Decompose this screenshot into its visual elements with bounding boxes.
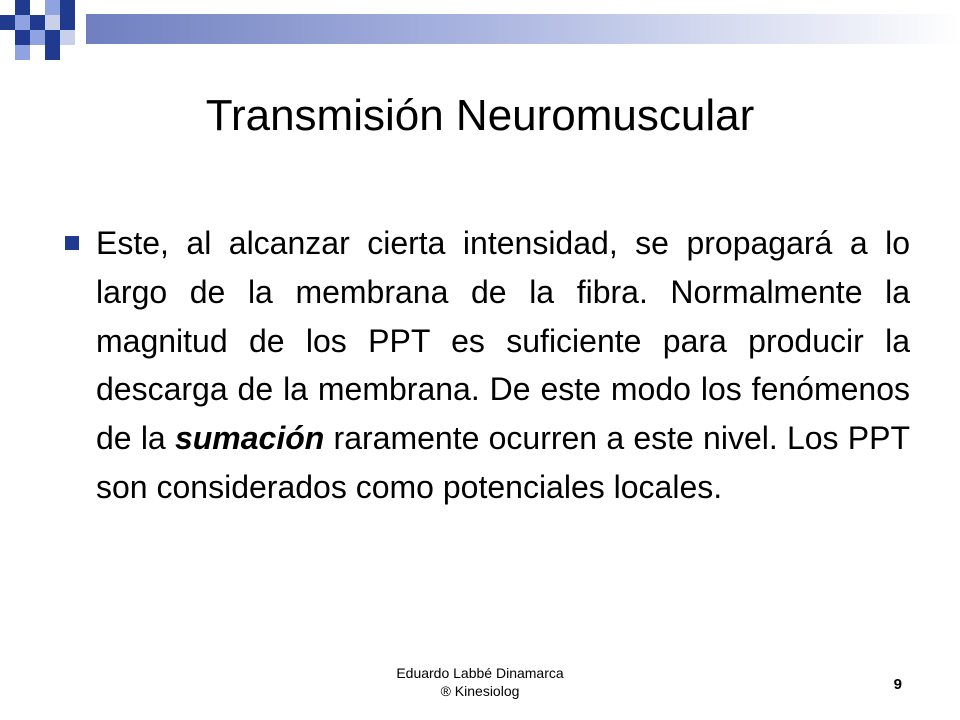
bullet-text — [96, 219, 910, 512]
emphasized-term: sumación — [174, 420, 325, 457]
footer-author-name: Eduardo Labbé Dinamarca — [396, 665, 564, 681]
slide-title: Transmisión Neuromuscular — [205, 91, 755, 140]
bullet-text-end: raramente ocurren a este nivel. Los PPT son considerados como potenciales locales. — [96, 420, 910, 505]
header-squares-decoration — [0, 0, 75, 60]
footer-author — [300, 664, 660, 700]
bullet-text-start: Este, al alcanzar cierta intensidad, se propagará a lo largo de la membrana de la fibra. Normalmente la magnitud de los PPT es suficiente para producir la descarga de la membrana. De este modo los fenómenos de la — [96, 225, 910, 457]
page-number: 9 — [893, 676, 902, 693]
footer-author-affiliation: ® Kinesiolog — [440, 683, 520, 699]
header-gradient-band — [86, 14, 960, 44]
header-decoration — [0, 0, 960, 72]
square-bullet-icon — [65, 236, 79, 250]
